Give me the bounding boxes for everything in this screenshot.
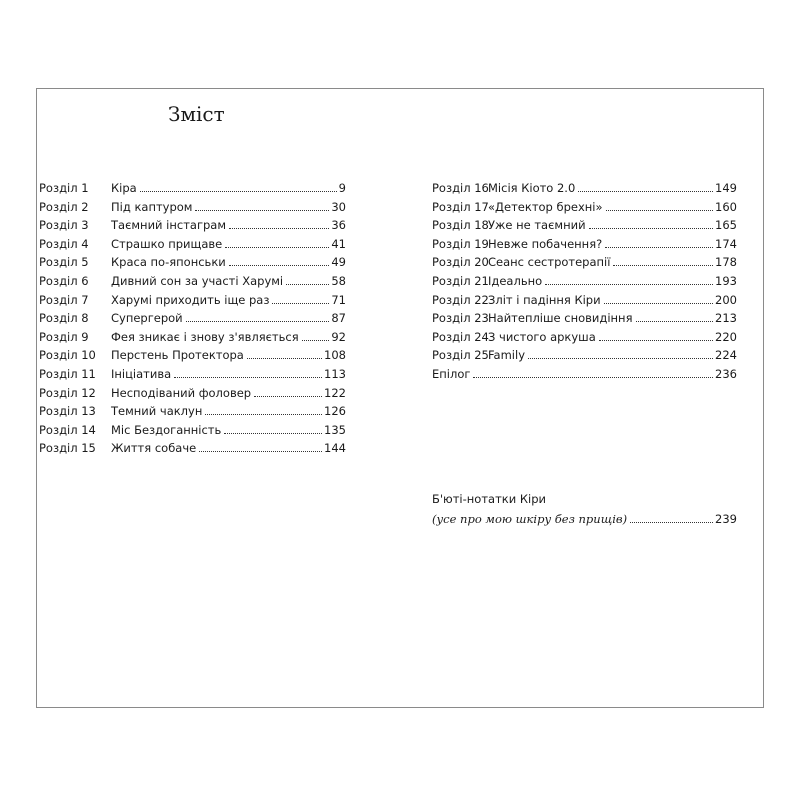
toc-entry: [39, 330, 346, 349]
chapter-number: Розділ 25: [432, 348, 489, 363]
page-number: 224: [715, 348, 737, 363]
dot-leader: [528, 358, 713, 359]
dot-leader: [589, 228, 713, 229]
chapter-title: Фея зникає і знову з'являється: [111, 329, 299, 344]
page-number: 92: [331, 329, 346, 344]
dot-leader: [205, 414, 322, 415]
dot-leader: [186, 321, 330, 322]
dot-leader: [302, 340, 330, 341]
chapter-title: Дивний сон за участі Харумі: [111, 273, 284, 288]
dot-leader: [604, 303, 713, 304]
chapter-title: З чистого аркуша: [488, 329, 596, 344]
chapter-number: Розділ 4: [39, 236, 89, 251]
chapter-title: Family: [488, 348, 526, 363]
page-number: 9: [338, 181, 346, 195]
chapter-title: Місія Кіото 2.0: [488, 181, 576, 195]
toc-entry: [432, 330, 737, 349]
dot-leader: [606, 210, 714, 211]
beauty-notes-line: [432, 512, 737, 526]
chapter-number: Розділ 21: [432, 273, 489, 288]
chapter-number: Розділ 22: [432, 292, 489, 307]
dot-leader: [229, 265, 330, 266]
toc-entry: [39, 237, 346, 256]
chapter-title: Краса по-японськи: [111, 255, 226, 270]
dot-leader: [247, 358, 322, 359]
dot-leader: [473, 377, 713, 378]
toc-entry-epilogue: [432, 367, 737, 386]
toc-entry: [432, 237, 737, 256]
chapter-title: Несподіваний фоловер: [111, 385, 252, 400]
chapter-number: Розділ 11: [39, 366, 96, 381]
page-number: 49: [331, 255, 346, 270]
toc-left-column: [39, 181, 346, 460]
dot-leader: [630, 522, 713, 523]
chapter-number: Розділ 20: [432, 255, 489, 270]
chapter-title: Сеанс сестротерапії: [488, 255, 611, 270]
page-number: 113: [324, 366, 346, 381]
page-number: 220: [715, 329, 737, 344]
dot-leader: [174, 377, 322, 378]
page-number: 160: [715, 199, 737, 214]
chapter-title: Уже не таємний: [488, 218, 586, 233]
chapter-title: Таємний інстаграм: [111, 218, 227, 233]
dot-leader: [229, 228, 329, 229]
chapter-title: Життя собаче: [111, 441, 197, 456]
chapter-title: Епілог: [432, 366, 471, 381]
page-number: 193: [715, 273, 737, 288]
dot-leader: [254, 396, 322, 397]
chapter-title: Ідеально: [488, 273, 543, 288]
chapter-number: Розділ 3: [39, 218, 89, 233]
toc-entry: [432, 293, 737, 312]
toc-entry: [432, 255, 737, 274]
chapter-title: Страшко прищаве: [111, 236, 223, 251]
chapter-number: Розділ 5: [39, 255, 89, 270]
page-number: 144: [324, 441, 346, 456]
toc-entry: [39, 311, 346, 330]
dot-leader: [605, 247, 713, 248]
chapter-number: Розділ 15: [39, 441, 96, 456]
dot-leader: [636, 321, 714, 322]
chapter-title: Найтепліше сновидіння: [488, 311, 633, 326]
toc-right-column: [432, 181, 737, 386]
chapter-title: «Детектор брехні»: [488, 199, 603, 214]
chapter-title: Ініціатива: [111, 366, 172, 381]
chapter-number: Розділ 6: [39, 273, 89, 288]
chapter-number: Розділ 24: [432, 329, 489, 344]
page-number: 58: [331, 273, 346, 288]
toc-entry: [39, 386, 346, 405]
chapter-number: Розділ 23: [432, 311, 489, 326]
chapter-title: Невже побачення?: [488, 236, 603, 251]
page-number: 165: [715, 218, 737, 233]
chapter-title: Перстень Протектора: [111, 348, 244, 363]
toc-entry: [432, 311, 737, 330]
chapter-title: Харумі приходить іще раз: [111, 292, 270, 307]
toc-entry: [39, 367, 346, 386]
toc-entry: [39, 441, 346, 460]
toc-entry: [432, 218, 737, 237]
chapter-number: Розділ 14: [39, 422, 96, 437]
dot-leader: [286, 284, 329, 285]
page-number: 200: [715, 292, 737, 307]
page-number: 41: [331, 236, 346, 251]
toc-entry: [432, 348, 737, 367]
dot-leader: [140, 191, 337, 192]
chapter-number: Розділ 1: [39, 181, 89, 195]
chapter-number: Розділ 10: [39, 348, 96, 363]
page-number: 135: [324, 422, 346, 437]
chapter-number: Розділ 2: [39, 199, 89, 214]
toc-entry: [39, 255, 346, 274]
beauty-notes-title: Б'юті-нотатки Кіри: [432, 492, 546, 506]
chapter-title: Темний чаклун: [111, 404, 203, 419]
page-number: 149: [715, 181, 737, 195]
dot-leader: [613, 265, 713, 266]
toc-entry: [39, 423, 346, 442]
chapter-number: Розділ 8: [39, 311, 89, 326]
page-number: 87: [331, 311, 346, 326]
chapter-title: Супергерой: [111, 311, 183, 326]
toc-entry: [39, 293, 346, 312]
toc-entry: [39, 218, 346, 237]
chapter-number: Розділ 18: [432, 218, 489, 233]
toc-entry: [432, 200, 737, 219]
chapter-number: Розділ 12: [39, 385, 96, 400]
chapter-title: Під каптуром: [111, 199, 193, 214]
chapter-title: Міс Бездоганність: [111, 422, 222, 437]
page-title: Зміст: [168, 102, 225, 126]
toc-entry: [432, 274, 737, 293]
dot-leader: [578, 191, 713, 192]
chapter-title: Зліт і падіння Кіри: [488, 292, 601, 307]
page-number: 126: [324, 404, 346, 419]
page-number: 71: [331, 292, 346, 307]
page-number: 236: [715, 366, 737, 381]
dot-leader: [272, 303, 329, 304]
dot-leader: [195, 210, 329, 211]
page-number: 178: [715, 255, 737, 270]
dot-leader: [545, 284, 713, 285]
page-number: 108: [324, 348, 346, 363]
chapter-number: Розділ 7: [39, 292, 89, 307]
page-number: 30: [331, 199, 346, 214]
toc-entry: [39, 200, 346, 219]
toc-entry: [39, 274, 346, 293]
beauty-notes-subtitle: (усе про мою шкіру без прищів): [432, 512, 628, 526]
beauty-notes-entry: [432, 492, 737, 526]
page-number: 213: [715, 311, 737, 326]
page-number: 174: [715, 236, 737, 251]
toc-entry: [432, 181, 737, 200]
chapter-title: Кіра: [111, 181, 137, 195]
dot-leader: [199, 451, 322, 452]
dot-leader: [225, 247, 329, 248]
chapter-number: Розділ 13: [39, 404, 96, 419]
dot-leader: [599, 340, 713, 341]
toc-entry: [39, 181, 346, 200]
chapter-number: Розділ 17: [432, 199, 489, 214]
toc-entry: [39, 348, 346, 367]
toc-entry: [39, 404, 346, 423]
dot-leader: [224, 433, 322, 434]
chapter-number: Розділ 19: [432, 236, 489, 251]
chapter-number: Розділ 16: [432, 181, 489, 195]
page-number: 239: [715, 512, 737, 526]
page-number: 122: [324, 385, 346, 400]
page-number: 36: [331, 218, 346, 233]
chapter-number: Розділ 9: [39, 329, 89, 344]
